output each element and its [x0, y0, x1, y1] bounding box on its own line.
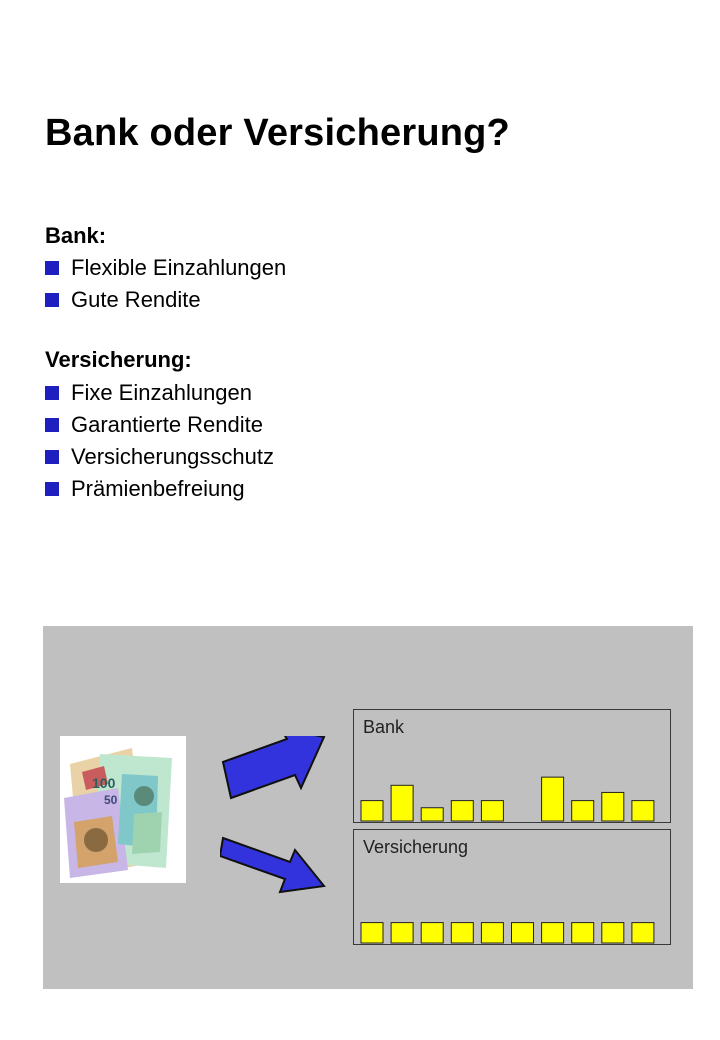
chart-bar [451, 801, 473, 821]
chart-bar [421, 808, 443, 821]
list-item-text: Prämienbefreiung [71, 476, 245, 501]
chart-bar [512, 923, 534, 943]
list-item [45, 473, 274, 505]
list-item [45, 409, 274, 441]
insurance-list [45, 377, 274, 505]
banknotes-image-icon [60, 736, 186, 883]
bullet-square-icon [45, 450, 59, 464]
list-item [45, 377, 274, 409]
comparison-panel [43, 626, 693, 989]
insurance-chart [353, 829, 671, 945]
svg-text:50: 50 [104, 793, 118, 807]
chart-bar [572, 801, 594, 821]
list-item-text: Flexible Einzahlungen [71, 255, 287, 280]
chart-bar [602, 792, 624, 821]
list-item-text: Gute Rendite [71, 287, 201, 312]
arrow-to-insurance-icon [220, 832, 328, 896]
bullet-square-icon [45, 293, 59, 307]
insurance-heading: Versicherung: [45, 347, 192, 372]
svg-text:100: 100 [92, 775, 116, 791]
bullet-square-icon [45, 386, 59, 400]
chart-bar [632, 801, 654, 821]
chart-bar [361, 801, 383, 821]
list-item-text: Garantierte Rendite [71, 412, 263, 437]
insurance-chart-svg [354, 830, 670, 944]
chart-bar [421, 923, 443, 943]
bank-list [45, 252, 286, 316]
chart-bar [632, 923, 654, 943]
list-item [45, 252, 286, 284]
list-item [45, 284, 286, 316]
list-item [45, 441, 274, 473]
chart-bar [572, 923, 594, 943]
bank-heading: Bank: [45, 223, 107, 248]
chart-bar [481, 923, 503, 943]
chart-bar [481, 801, 503, 821]
bank-chart-svg [354, 710, 670, 822]
bank-chart [353, 709, 671, 823]
insurance-chart-title: Versicherung [363, 837, 469, 857]
arrow-to-bank-icon [220, 736, 328, 800]
page-title: Bank oder Versicherung? [45, 112, 510, 154]
list-item-text: Fixe Einzahlungen [71, 380, 253, 405]
chart-bar [542, 923, 564, 943]
bullet-square-icon [45, 418, 59, 432]
bullet-square-icon [45, 482, 59, 496]
chart-bar [602, 923, 624, 943]
list-item-text: Versicherungsschutz [71, 444, 274, 469]
chart-bar [391, 785, 413, 821]
chart-bar [451, 923, 473, 943]
bank-chart-title: Bank [363, 717, 405, 737]
chart-bar [542, 777, 564, 821]
bullet-square-icon [45, 261, 59, 275]
chart-bar [361, 923, 383, 943]
chart-bar [391, 923, 413, 943]
